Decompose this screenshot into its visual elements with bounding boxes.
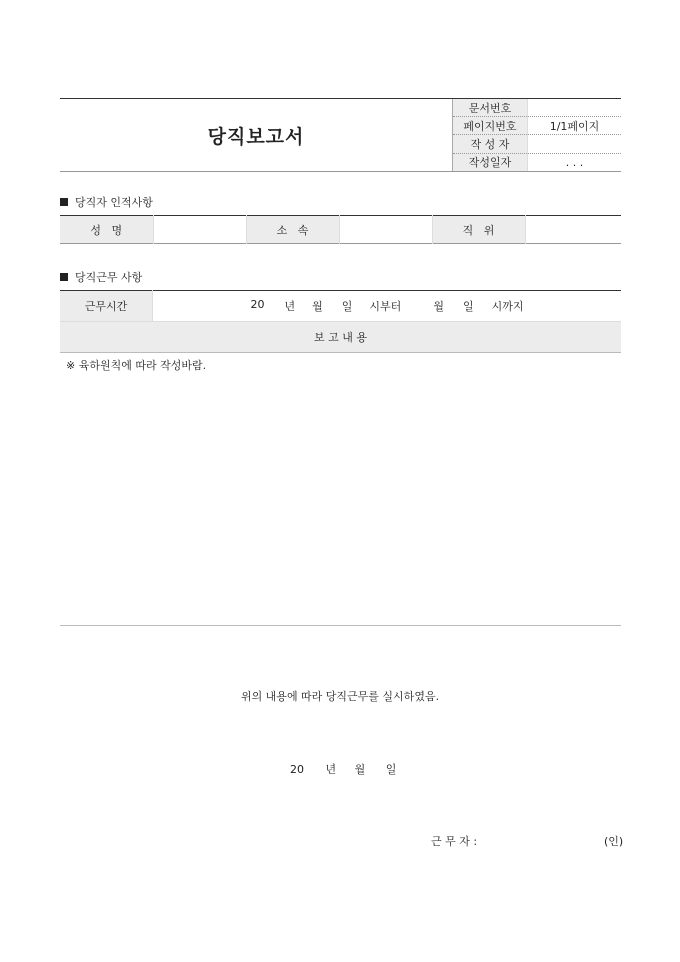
work-time-year-prefix: 20 (250, 298, 265, 311)
worker-label: 근 무 자 : (431, 835, 478, 848)
section-title-duty (60, 269, 142, 285)
signature-day-unit: 일 (385, 763, 397, 776)
meta-row-doc-number (453, 99, 622, 117)
signature-year-unit: 년 (325, 763, 337, 776)
work-time-template (153, 298, 621, 314)
report-header-row (60, 322, 621, 353)
work-time-day-unit: 일 (341, 300, 353, 313)
affiliation-label: 소 속 (246, 216, 339, 244)
work-time-row (60, 291, 621, 322)
personal-info-table (60, 215, 621, 244)
signature-year-prefix: 20 (290, 763, 304, 776)
section-title-text: 당직근무 사항 (75, 271, 143, 284)
position-field[interactable] (525, 216, 621, 244)
meta-row-page-number (453, 117, 622, 135)
signature-month-unit: 월 (354, 763, 366, 776)
meta-label: 작 성 자 (453, 135, 528, 153)
meta-label: 작성일자 (453, 153, 528, 171)
meta-value-date[interactable]: . . . (528, 153, 622, 171)
meta-value-page-number: 1/1페이지 (528, 117, 622, 135)
meta-value-author[interactable] (528, 135, 622, 153)
square-bullet-icon (60, 198, 68, 206)
work-time-month-unit: 월 (312, 300, 323, 313)
meta-label: 페이지번호 (453, 117, 528, 135)
seal-mark: (인) (604, 835, 624, 848)
meta-label: 문서번호 (453, 99, 528, 117)
work-time-end-day-unit: 일 (462, 300, 474, 313)
work-time-from: 시부터 (369, 300, 402, 313)
work-time-end-month-unit: 월 (433, 300, 444, 313)
name-label: 성 명 (60, 216, 153, 244)
meta-row-date (453, 153, 622, 171)
confirmation-statement: 위의 내용에 따라 당직근무를 실시하였음. (240, 690, 440, 703)
duty-table (60, 290, 621, 353)
section-title-personal-info (60, 194, 153, 210)
square-bullet-icon (60, 273, 68, 281)
signature-date[interactable] (290, 761, 396, 777)
document-meta-table (452, 99, 621, 171)
writing-guideline-note: ※ 육하원칙에 따라 작성바람. (66, 359, 207, 372)
work-time-label: 근무시간 (60, 291, 153, 322)
work-time-until: 시까지 (491, 300, 524, 313)
document-title: 당직보고서 (207, 125, 305, 148)
document-header (60, 98, 621, 172)
report-content-header: 보 고 내 용 (60, 322, 621, 353)
meta-value-doc-number[interactable] (528, 99, 622, 117)
work-time-field[interactable] (153, 291, 622, 322)
section-title-text: 당직자 인적사항 (75, 196, 153, 209)
name-field[interactable] (153, 216, 246, 244)
affiliation-field[interactable] (339, 216, 432, 244)
position-label: 직 위 (432, 216, 525, 244)
report-body-bottom-divider (60, 625, 621, 626)
work-time-year-unit: 년 (284, 300, 296, 313)
meta-row-author (453, 135, 622, 153)
